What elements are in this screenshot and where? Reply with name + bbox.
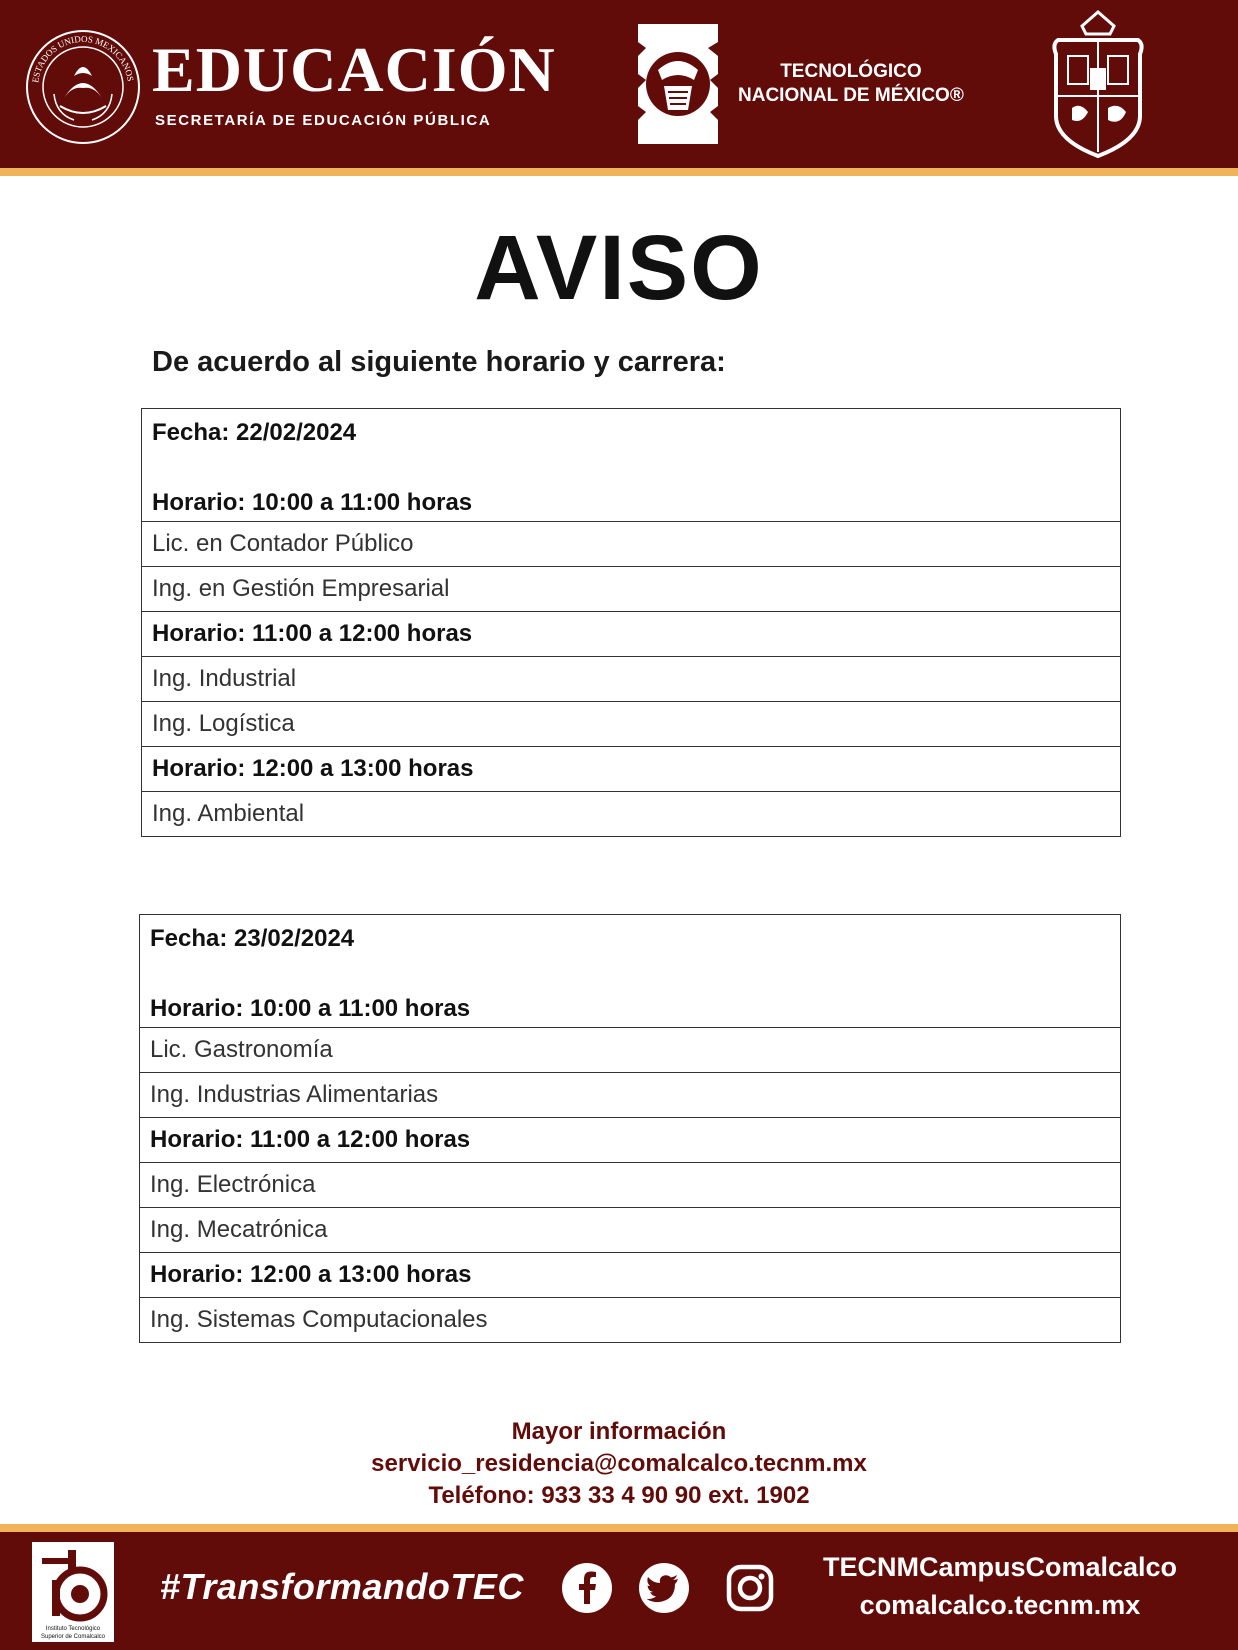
career-cell: Ing. Industrial bbox=[142, 657, 1121, 702]
contact-email-link[interactable]: servicio_residencia@comalcalco.tecnm.mx bbox=[371, 1450, 867, 1477]
hour-label: Horario: 10:00 a 11:00 horas bbox=[150, 995, 471, 1022]
table-row bbox=[140, 1298, 1121, 1343]
table-row bbox=[140, 1253, 1121, 1298]
date-label: Fecha: 23/02/2024 bbox=[150, 925, 355, 952]
svg-text:ESTADOS UNIDOS MEXICANOS: ESTADOS UNIDOS MEXICANOS bbox=[30, 33, 136, 84]
twitter-icon[interactable] bbox=[638, 1562, 690, 1614]
table-row bbox=[142, 747, 1121, 792]
hashtag-text: #TransformandoTEC bbox=[160, 1566, 524, 1607]
schedule-table-1 bbox=[141, 408, 1121, 837]
tecnm-name bbox=[738, 60, 964, 108]
table-row bbox=[140, 1163, 1121, 1208]
table-row bbox=[142, 702, 1121, 747]
table-row bbox=[142, 409, 1121, 522]
career-cell: Ing. Electrónica bbox=[140, 1163, 1121, 1208]
instagram-icon[interactable] bbox=[724, 1562, 776, 1614]
hour-label: Horario: 10:00 a 11:00 horas bbox=[152, 489, 473, 516]
career-cell: Ing. Ambiental bbox=[142, 792, 1121, 837]
tecnm-line-2: NACIONAL DE MÉXICO® bbox=[738, 85, 964, 106]
table-row bbox=[142, 567, 1121, 612]
facebook-icon[interactable] bbox=[561, 1562, 613, 1614]
table-row bbox=[140, 915, 1121, 1028]
tecnm-line-1: TECNOLÓGICO bbox=[780, 61, 922, 82]
footer-accent-stripe bbox=[0, 1524, 1238, 1532]
mexico-seal-icon bbox=[24, 28, 142, 146]
career-cell: Ing. Mecatrónica bbox=[140, 1208, 1121, 1253]
career-cell: Lic. Gastronomía bbox=[140, 1028, 1121, 1073]
campus-info bbox=[800, 1548, 1200, 1624]
hour-cell: Horario: 11:00 a 12:00 horas bbox=[140, 1118, 1121, 1163]
career-cell: Ing. en Gestión Empresarial bbox=[142, 567, 1121, 612]
tabasco-coat-of-arms-icon bbox=[1044, 8, 1152, 160]
hour-cell: Horario: 12:00 a 13:00 horas bbox=[142, 747, 1121, 792]
website-link[interactable]: comalcalco.tecnm.mx bbox=[859, 1590, 1141, 1620]
date-header-cell bbox=[142, 409, 1121, 522]
career-cell: Ing. Industrias Alimentarias bbox=[140, 1073, 1121, 1118]
table-row bbox=[140, 1073, 1121, 1118]
career-cell: Ing. Sistemas Computacionales bbox=[140, 1298, 1121, 1343]
table-row bbox=[142, 657, 1121, 702]
table-row bbox=[142, 522, 1121, 567]
header-accent-stripe bbox=[0, 168, 1238, 176]
schedule-table-2 bbox=[139, 914, 1121, 1343]
career-cell: Ing. Logística bbox=[142, 702, 1121, 747]
table-row bbox=[140, 1208, 1121, 1253]
date-label: Fecha: 22/02/2024 bbox=[152, 419, 357, 446]
info-heading: Mayor información bbox=[511, 1418, 727, 1445]
contact-phone: Teléfono: 933 33 4 90 90 ext. 1902 bbox=[428, 1482, 810, 1509]
education-subtitle: SECRETARÍA DE EDUCACIÓN PÚBLICA bbox=[155, 112, 492, 129]
education-title: EDUCACIÓN bbox=[152, 34, 556, 105]
career-cell: Lic. en Contador Público bbox=[142, 522, 1121, 567]
table-row bbox=[140, 1028, 1121, 1073]
hour-cell: Horario: 11:00 a 12:00 horas bbox=[142, 612, 1121, 657]
table-row bbox=[142, 792, 1121, 837]
header-banner bbox=[0, 0, 1238, 168]
contact-info bbox=[0, 1416, 1238, 1512]
itsc-logo-icon bbox=[28, 1540, 118, 1644]
campus-handle[interactable]: TECNMCampusComalcalco bbox=[822, 1552, 1178, 1582]
date-header-cell bbox=[140, 915, 1121, 1028]
hour-cell: Horario: 12:00 a 13:00 horas bbox=[140, 1253, 1121, 1298]
intro-text: De acuerdo al siguiente horario y carrera: bbox=[152, 346, 726, 378]
svg-text:Instituto Tecnológico: Instituto Tecnológico bbox=[45, 1626, 101, 1632]
tecnm-gear-logo-icon bbox=[628, 14, 728, 154]
table-row bbox=[140, 1118, 1121, 1163]
page-title: AVISO bbox=[474, 217, 764, 319]
svg-text:Superior de Comalcalco: Superior de Comalcalco bbox=[40, 1634, 106, 1640]
table-row bbox=[142, 612, 1121, 657]
